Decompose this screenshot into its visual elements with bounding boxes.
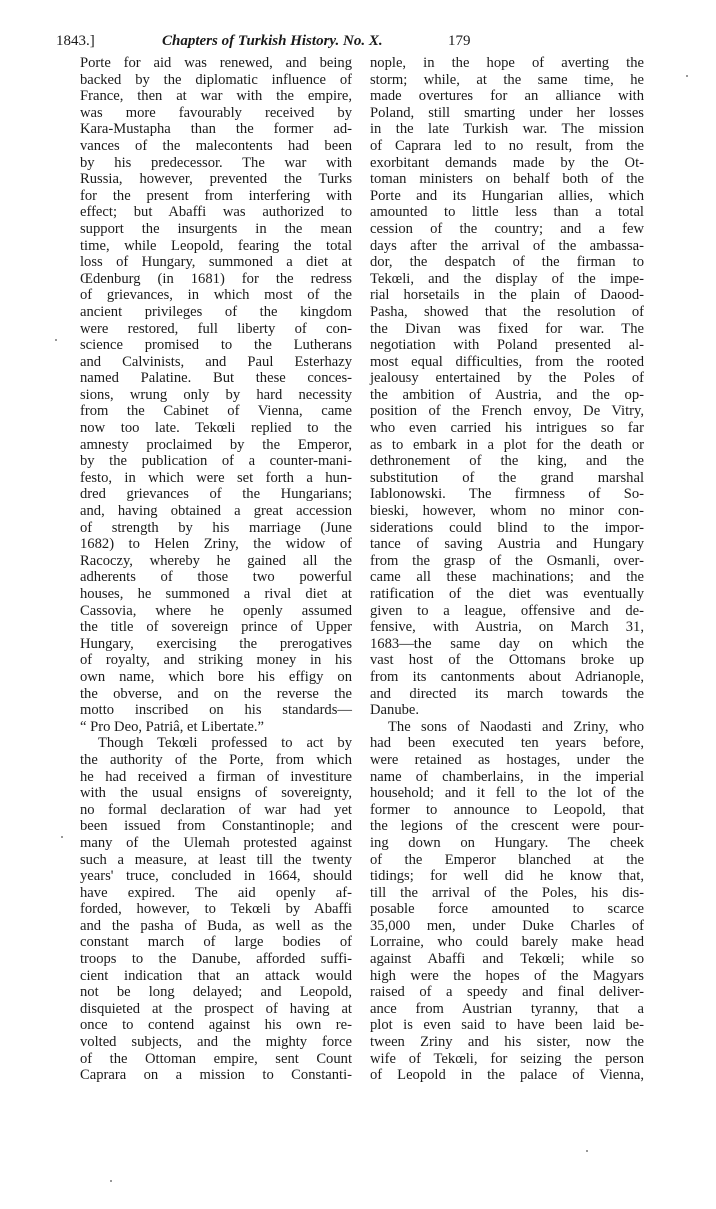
text-line: Hungary, exercising the prerogatives bbox=[80, 635, 352, 652]
text-line: adherents of those two powerful bbox=[80, 569, 352, 586]
text-line: backed by the diplomatic influence of bbox=[80, 71, 352, 88]
text-line: dethronement of the king, and the bbox=[370, 453, 644, 470]
text-line: motto inscribed on his standards— bbox=[80, 702, 352, 719]
text-line: cession of the country; and a few bbox=[370, 220, 644, 237]
text-line: volted subjects, and the mighty force bbox=[80, 1034, 352, 1051]
text-line: were restored, full liberty of con- bbox=[80, 320, 352, 337]
text-line: dred grievances of the Hungarians; bbox=[80, 486, 352, 503]
text-line: tidings; for well did he know that, bbox=[370, 868, 644, 885]
text-line: 1682) to Helen Zriny, the widow of bbox=[80, 536, 352, 553]
text-line: ing down on Hungary. The cheek bbox=[370, 834, 644, 851]
text-line: name of chamberlains, in the imperial bbox=[370, 768, 644, 785]
text-line: negotiation with Poland presented al- bbox=[370, 337, 644, 354]
text-line: for the present from interfering with bbox=[80, 187, 352, 204]
text-line: raised of a speedy and final deliver- bbox=[370, 984, 644, 1001]
text-line: siderations could blind to the impor- bbox=[370, 519, 644, 536]
text-line: ance from Austrian tyranny, that a bbox=[370, 1000, 644, 1017]
text-line: forded, however, to Tekœli by Abaffi bbox=[80, 901, 352, 918]
text-line: cient indication that an attack would bbox=[80, 967, 352, 984]
text-line: nople, in the hope of averting the bbox=[370, 55, 644, 71]
text-line: tween Zriny and his sister, now the bbox=[370, 1034, 644, 1051]
text-line: was more favourably received by bbox=[80, 104, 352, 121]
left-text-column bbox=[80, 55, 352, 1084]
text-line: and Calvinists, and Paul Esterhazy bbox=[80, 353, 352, 370]
scan-speck bbox=[686, 75, 688, 77]
text-line: Porte for aid was renewed, and being bbox=[80, 55, 352, 71]
text-line: vast host of the Ottomans broke up bbox=[370, 652, 644, 669]
text-line: as to embark in a plot for the death or bbox=[370, 436, 644, 453]
text-line: France, then at war with the empire, bbox=[80, 88, 352, 105]
text-line: of royalty, and striking money in his bbox=[80, 652, 352, 669]
text-line: Œdenburg (in 1681) for the redress bbox=[80, 270, 352, 287]
text-line: from the grasp of the Osmanli, over- bbox=[370, 552, 644, 569]
text-line: time, while Leopold, fearing the total bbox=[80, 237, 352, 254]
text-line: disquieted at the prospect of having at bbox=[80, 1000, 352, 1017]
text-line: by the publication of a counter-mani- bbox=[80, 453, 352, 470]
text-line: high were the hopes of the Magyars bbox=[370, 967, 644, 984]
text-line: wife of Tekœli, for seizing the person bbox=[370, 1050, 644, 1067]
text-line: loss of Hungary, summoned a diet at bbox=[80, 254, 352, 271]
text-line: Russia, however, prevented the Turks bbox=[80, 171, 352, 188]
text-line: rial horsetails in the plain of Daood- bbox=[370, 287, 644, 304]
text-line: days after the arrival of the ambassa- bbox=[370, 237, 644, 254]
text-line: of grievances, in which most of the bbox=[80, 287, 352, 304]
text-line: household; and it fell to the lot of the bbox=[370, 785, 644, 802]
scan-speck bbox=[61, 836, 63, 838]
text-line: 35,000 men, under Duke Charles of bbox=[370, 917, 644, 934]
text-line: constant march of large bodies of bbox=[80, 934, 352, 951]
text-line: tance of saving Austria and Hungary bbox=[370, 536, 644, 553]
text-line: in the late Turkish war. The mission bbox=[370, 121, 644, 138]
text-line: Cassovia, where he openly assumed bbox=[80, 602, 352, 619]
text-line: named Palatine. But these conces- bbox=[80, 370, 352, 387]
text-line: of Caprara led to no result, from the bbox=[370, 137, 644, 154]
text-line: plot is even said to have been laid be- bbox=[370, 1017, 644, 1034]
text-line: toman ministers on behalf both of the bbox=[370, 171, 644, 188]
text-line: Kara-Mustapha than the former ad- bbox=[80, 121, 352, 138]
text-line: such a measure, at least till the twenty bbox=[80, 851, 352, 868]
text-line: Iablonowski. The firmness of So- bbox=[370, 486, 644, 503]
text-line: now too late. Tekœli replied to the bbox=[80, 420, 352, 437]
text-line: were retained as hostages, under the bbox=[370, 751, 644, 768]
text-line: made overtures for an alliance with bbox=[370, 88, 644, 105]
text-line: Danube. bbox=[370, 702, 420, 719]
scan-speck bbox=[110, 1180, 112, 1182]
text-line: former to announce to Leopold, that bbox=[370, 801, 644, 818]
text-line: given to a league, offensive and de- bbox=[370, 602, 644, 619]
text-line: The sons of Naodasti and Zriny, who bbox=[388, 718, 644, 735]
text-line: Caprara on a mission to Constanti- bbox=[80, 1067, 352, 1084]
page-number: 179 bbox=[448, 33, 471, 49]
running-head-year: 1843.] bbox=[56, 33, 95, 49]
text-line: “ Pro Deo, Patriâ, et Libertate.” bbox=[80, 718, 264, 735]
text-line: not be long delayed; and Leopold, bbox=[80, 984, 352, 1001]
text-line: science promised to the Lutherans bbox=[80, 337, 352, 354]
text-line: effect; but Abaffi was authorized to bbox=[80, 204, 352, 221]
text-line: have expired. The aid openly af- bbox=[80, 884, 352, 901]
text-line: posable force amounted to scarce bbox=[370, 901, 644, 918]
text-line: Racoczy, whereby he gained all the bbox=[80, 552, 352, 569]
text-line: vances of the malecontents had been bbox=[80, 137, 352, 154]
text-line: support the insurgents in the mean bbox=[80, 220, 352, 237]
text-line: bieski, however, whom no minor con- bbox=[370, 503, 644, 520]
text-line: Poland, still smarting under her losses bbox=[370, 104, 644, 121]
text-line: he had received a firman of investiture bbox=[80, 768, 352, 785]
text-line: sions, wrung only by hard necessity bbox=[80, 386, 352, 403]
text-line: of strength by his marriage (June bbox=[80, 519, 352, 536]
text-line: of the Ottoman empire, sent Count bbox=[80, 1050, 352, 1067]
text-line: exorbitant demands made by the Ot- bbox=[370, 154, 644, 171]
text-line: been issued from Constantinople; and bbox=[80, 818, 352, 835]
text-line: and, having obtained a great accession bbox=[80, 503, 352, 520]
text-line: ancient privileges of the kingdom bbox=[80, 303, 352, 320]
text-line: years' truce, concluded in 1664, should bbox=[80, 868, 352, 885]
running-head bbox=[56, 31, 471, 51]
text-line: amnesty proclaimed by the Emperor, bbox=[80, 436, 352, 453]
text-line: storm; while, at the same time, he bbox=[370, 71, 644, 88]
text-line: once to contend against his own re- bbox=[80, 1017, 352, 1034]
text-line: substitution of the grand marshal bbox=[370, 469, 644, 486]
text-line: the Divan was fixed for war. The bbox=[370, 320, 644, 337]
scan-speck bbox=[55, 339, 57, 341]
text-line: position of the French envoy, De Vitry, bbox=[370, 403, 644, 420]
text-line: the ambition of Austria, and the op- bbox=[370, 386, 644, 403]
text-line: Porte and its Hungarian allies, which bbox=[370, 187, 644, 204]
text-line: from its cantonments about Adrianople, bbox=[370, 668, 644, 685]
text-line: with the usual ensigns of sovereignty, bbox=[80, 785, 352, 802]
text-line: had been executed ten years before, bbox=[370, 735, 644, 752]
text-line: fensive, with Austria, on March 31, bbox=[370, 619, 644, 636]
text-line: dor, the despatch of the firman to bbox=[370, 254, 644, 271]
text-line: jealousy entertained by the Poles of bbox=[370, 370, 644, 387]
text-line: came all these machinations; and the bbox=[370, 569, 644, 586]
text-line: and the pasha of Buda, as well as the bbox=[80, 917, 352, 934]
text-line: ratification of the diet was eventually bbox=[370, 586, 644, 602]
text-line: most equal difficulties, from the rooted bbox=[370, 353, 644, 370]
text-line: till the arrival of the Poles, his dis- bbox=[370, 884, 644, 901]
text-line: the authority of the Porte, from which bbox=[80, 751, 352, 768]
text-line: from the Cabinet of Vienna, came bbox=[80, 403, 352, 420]
text-line: 1683—the same day on which the bbox=[370, 635, 644, 652]
text-line: Though Tekœli professed to act by bbox=[98, 735, 352, 752]
scan-speck bbox=[586, 1150, 588, 1152]
text-line: the legions of the crescent were pour- bbox=[370, 818, 644, 835]
text-line: amounted to little less than a total bbox=[370, 204, 644, 221]
text-line: the title of sovereign prince of Upper bbox=[80, 619, 352, 636]
text-line: who even carried his intrigues so far bbox=[370, 420, 644, 437]
text-line: of Leopold in the palace of Vienna, bbox=[370, 1067, 644, 1084]
right-text-column bbox=[370, 55, 644, 1084]
text-line: troops to the Danube, afforded suffi- bbox=[80, 951, 352, 968]
text-line: houses, he summoned a rival diet at bbox=[80, 586, 352, 602]
text-line: festo, in which were set forth a hun- bbox=[80, 469, 352, 486]
text-line: many of the Ulemah protested against bbox=[80, 834, 352, 851]
text-line: Lorraine, who could barely make head bbox=[370, 934, 644, 951]
text-line: by his predecessor. The war with bbox=[80, 154, 352, 171]
text-line: Tekœli, and the display of the impe- bbox=[370, 270, 644, 287]
text-line: of the Emperor blanched at the bbox=[370, 851, 644, 868]
text-line: the obverse, and on the reverse the bbox=[80, 685, 352, 702]
running-head-title: Chapters of Turkish History. No. X. bbox=[162, 33, 383, 49]
text-line: against Abaffi and Tekœli; while so bbox=[370, 951, 644, 968]
text-line: Pasha, showed that the resolution of bbox=[370, 303, 644, 320]
text-line: and directed its march towards the bbox=[370, 685, 644, 702]
text-line: no formal declaration of war had yet bbox=[80, 801, 352, 818]
text-line: own name, which bore his effigy on bbox=[80, 668, 352, 685]
